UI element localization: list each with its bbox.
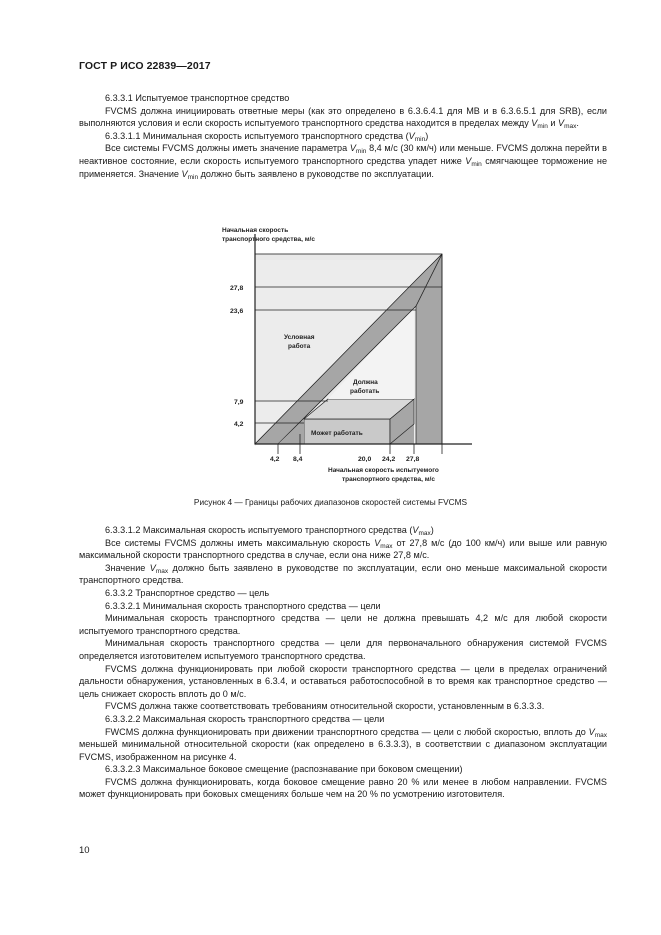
paragraph: FVCMS должна функционировать при любой скорости транспортного средства — цели в пределах ограничений дальности обнаружения, установленных в 6.3.4, и оставаться работоспособной в то время как транспортное средство — цель снижает скорость вплоть до 0 м/с. <box>79 663 607 699</box>
paragraph: 6.3.3.1.2 Максимальная скорость испытуемого транспортного средства $(V_{max})$ <box>105 525 434 537</box>
x-tick-label: 8,4 <box>293 456 303 463</box>
region-conditional-label-line1: Условная <box>284 334 315 341</box>
paragraph: 6.3.3.1 Испытуемое транспортное средство <box>105 93 290 103</box>
text-block-bottom <box>79 524 607 801</box>
page-number: 10 <box>79 845 90 856</box>
region-may-label: Может работать <box>311 430 363 437</box>
y-axis-title-line2: транспортного средства, м/с <box>222 236 315 243</box>
paragraph: 6.3.3.1.1 Минимальная скорость испытуемого транспортного средства $(V_{min})$ <box>105 130 429 143</box>
paragraph: FVCMS должна функционировать, когда боковое смещение равно 20 % или менее в любом направлении. FVCMS может функционировать при боковых смещениях больше чем на 20 % по усмотрению изготовителя. <box>79 776 607 800</box>
x-axis-title-line1: Начальная скорость испытуемого <box>328 467 439 474</box>
paragraph: 6.3.3.2 Транспортное средство — цель <box>105 587 270 598</box>
paragraph: Все системы FVCMS должны иметь значение параметра $V_{min}$ 8,4 м/с (30 км/ч) или меньше. FVCMS должна перейти в неактивное состояние, если скорость испытуемого транспортного средства упадет ниже $V_{min}$ смягчающее торможение не применяется. Значение $V_{min}$ должно быть заявлено в руководстве по эксплуатации. <box>79 143 607 181</box>
x-tick-label: 27,8 <box>406 456 420 463</box>
paragraph: 6.3.3.2.2 Максимальная скорость транспортного средства — цели <box>105 713 385 724</box>
figure-svg <box>200 222 500 494</box>
figure-caption: Рисунок 4 — Границы рабочих диапазонов скоростей системы FVCMS <box>193 497 468 507</box>
region-must-label-line2: работать <box>350 388 380 395</box>
paragraph: FVCMS должна инициировать ответные меры (как это определено в 6.3.6.4.1 для MB и в 6.3.6.5.1 для SRB), если выполняются условия и если скорость испытуемого транспортного средства находится в пределах между $V_{min}$ и $V_{max}$. <box>79 105 607 131</box>
y-axis-title-line1: Начальная скорость <box>222 227 289 234</box>
region-conditional-label-line2: работа <box>288 343 311 350</box>
region-must-label-line1: Должна <box>353 379 378 386</box>
x-axis-title-line2: транспортного средства, м/с <box>342 476 435 483</box>
paragraph: 6.3.3.2.1 Минимальная скорость транспортного средства — цели <box>105 600 381 611</box>
y-tick-label: 27,8 <box>230 285 244 292</box>
text-block-top <box>79 92 607 180</box>
y-tick-label: 23,6 <box>230 308 244 315</box>
y-tick-label: 4,2 <box>234 421 244 428</box>
speed-range-figure <box>200 222 500 494</box>
paragraph: FWCMS должна функционировать при движении транспортного средства — цели с любой скоростью, вплоть до $V_{max}$ меньшей минимальной относительной скорости (как определено в 6.3.3.3), в соответствии с диапазоном эксплуатации FVCMS, изображенном на рисунке 4. <box>79 726 607 762</box>
y-tick-label: 7,9 <box>234 399 244 406</box>
paragraph: 6.3.3.2.3 Максимальное боковое смещение (распознавание при боковом смещении) <box>105 764 463 775</box>
x-tick-label: 24,2 <box>382 456 396 463</box>
paragraph: Значение $V_{max}$ должно быть заявлено в руководстве по эксплуатации, если оно меньше максимальной скорости транспортного средства. <box>79 562 607 586</box>
paragraph: FVCMS должна также соответствовать требованиям относительной скорости, установленным в 6.3.3.3. <box>105 701 545 712</box>
paragraph: Все системы FVCMS должны иметь максимальную скорость $V_{max}$ от 27,8 м/с (до 100 км/ч) или выше или равную максимальной скорости транспортного средства в случае, если она ниже 27,8 м/с. <box>79 537 607 561</box>
document-header: ГОСТ Р ИСО 22839—2017 <box>79 60 211 72</box>
x-tick-label: 20,0 <box>358 456 372 463</box>
x-tick-label: 4,2 <box>270 456 280 463</box>
paragraph: Минимальная скорость транспортного средства — цели не должна превышать 4,2 м/с для любой скорости испытуемого транспортного средства. <box>79 613 607 636</box>
paragraph: Минимальная скорость транспортного средства — цели для первоначального обнаружения системой FVCMS определяется изготовителем испытуемого транспортного средства. <box>79 638 607 661</box>
